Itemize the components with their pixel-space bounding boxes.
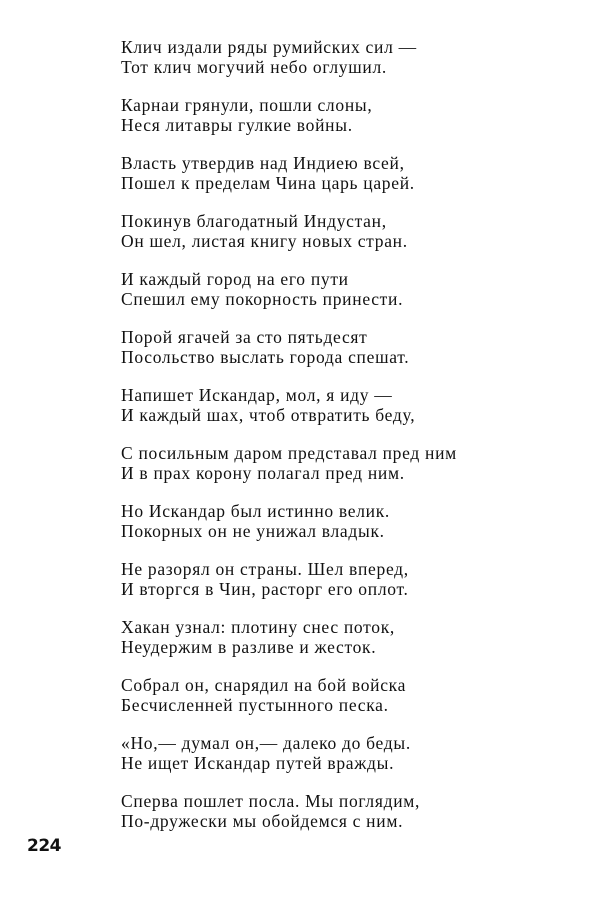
verse-line: Тот клич могучий небо оглушил. (121, 57, 387, 77)
stanza (121, 95, 457, 135)
verse-line: Покинув благодатный Индустан, (121, 211, 387, 231)
stanza (121, 617, 457, 657)
verse-line: С посильным даром представал пред ним (121, 443, 457, 463)
verse-line: Неудержим в разливе и жесток. (121, 637, 377, 657)
verse-line: По-дружески мы обойдемся с ним. (121, 811, 404, 831)
verse-line: Сперва пошлет посла. Мы поглядим, (121, 791, 421, 811)
stanza (121, 327, 457, 367)
stanza (121, 153, 457, 193)
verse-line: Напишет Искандар, мол, я иду — (121, 385, 393, 405)
stanza (121, 791, 457, 831)
verse-line: Власть утвердив над Индиею всей, (121, 153, 405, 173)
verse-line: Он шел, листая книгу новых стран. (121, 231, 408, 251)
stanza (121, 211, 457, 251)
verse-line: Покорных он не унижал владык. (121, 521, 385, 541)
verse-line: Не ищет Искандар путей вражды. (121, 753, 395, 773)
verse-line: Неся литавры гулкие войны. (121, 115, 353, 135)
stanza (121, 559, 457, 599)
stanza (121, 733, 457, 773)
verse-line: И каждый город на его пути (121, 269, 349, 289)
verse-line: Хакан узнал: плотину снес поток, (121, 617, 395, 637)
verse-line: И вторгся в Чин, расторг его оплот. (121, 579, 409, 599)
stanza (121, 385, 457, 425)
poem-text (121, 37, 457, 849)
verse-line: «Но,— думал он,— далеко до беды. (121, 733, 411, 753)
verse-line: Спешил ему покорность принести. (121, 289, 404, 309)
verse-line: И в прах корону полагал пред ним. (121, 463, 405, 483)
stanza (121, 501, 457, 541)
page-number: 224 (27, 836, 61, 856)
stanza (121, 269, 457, 309)
stanza (121, 37, 457, 77)
stanza (121, 675, 457, 715)
verse-line: Посольство выслать города спешат. (121, 347, 410, 367)
verse-line: Карнаи грянули, пошли слоны, (121, 95, 373, 115)
verse-line: Не разорял он страны. Шел вперед, (121, 559, 409, 579)
verse-line: Собрал он, снарядил на бой войска (121, 675, 407, 695)
verse-line: Клич издали ряды румийских сил — (121, 37, 417, 57)
verse-line: И каждый шах, чтоб отвратить беду, (121, 405, 416, 425)
verse-line: Порой ягачей за сто пятьдесят (121, 327, 368, 347)
verse-line: Пошел к пределам Чина царь царей. (121, 173, 415, 193)
stanza (121, 443, 457, 483)
verse-line: Бесчисленней пустынного песка. (121, 695, 389, 715)
verse-line: Но Искандар был истинно велик. (121, 501, 391, 521)
